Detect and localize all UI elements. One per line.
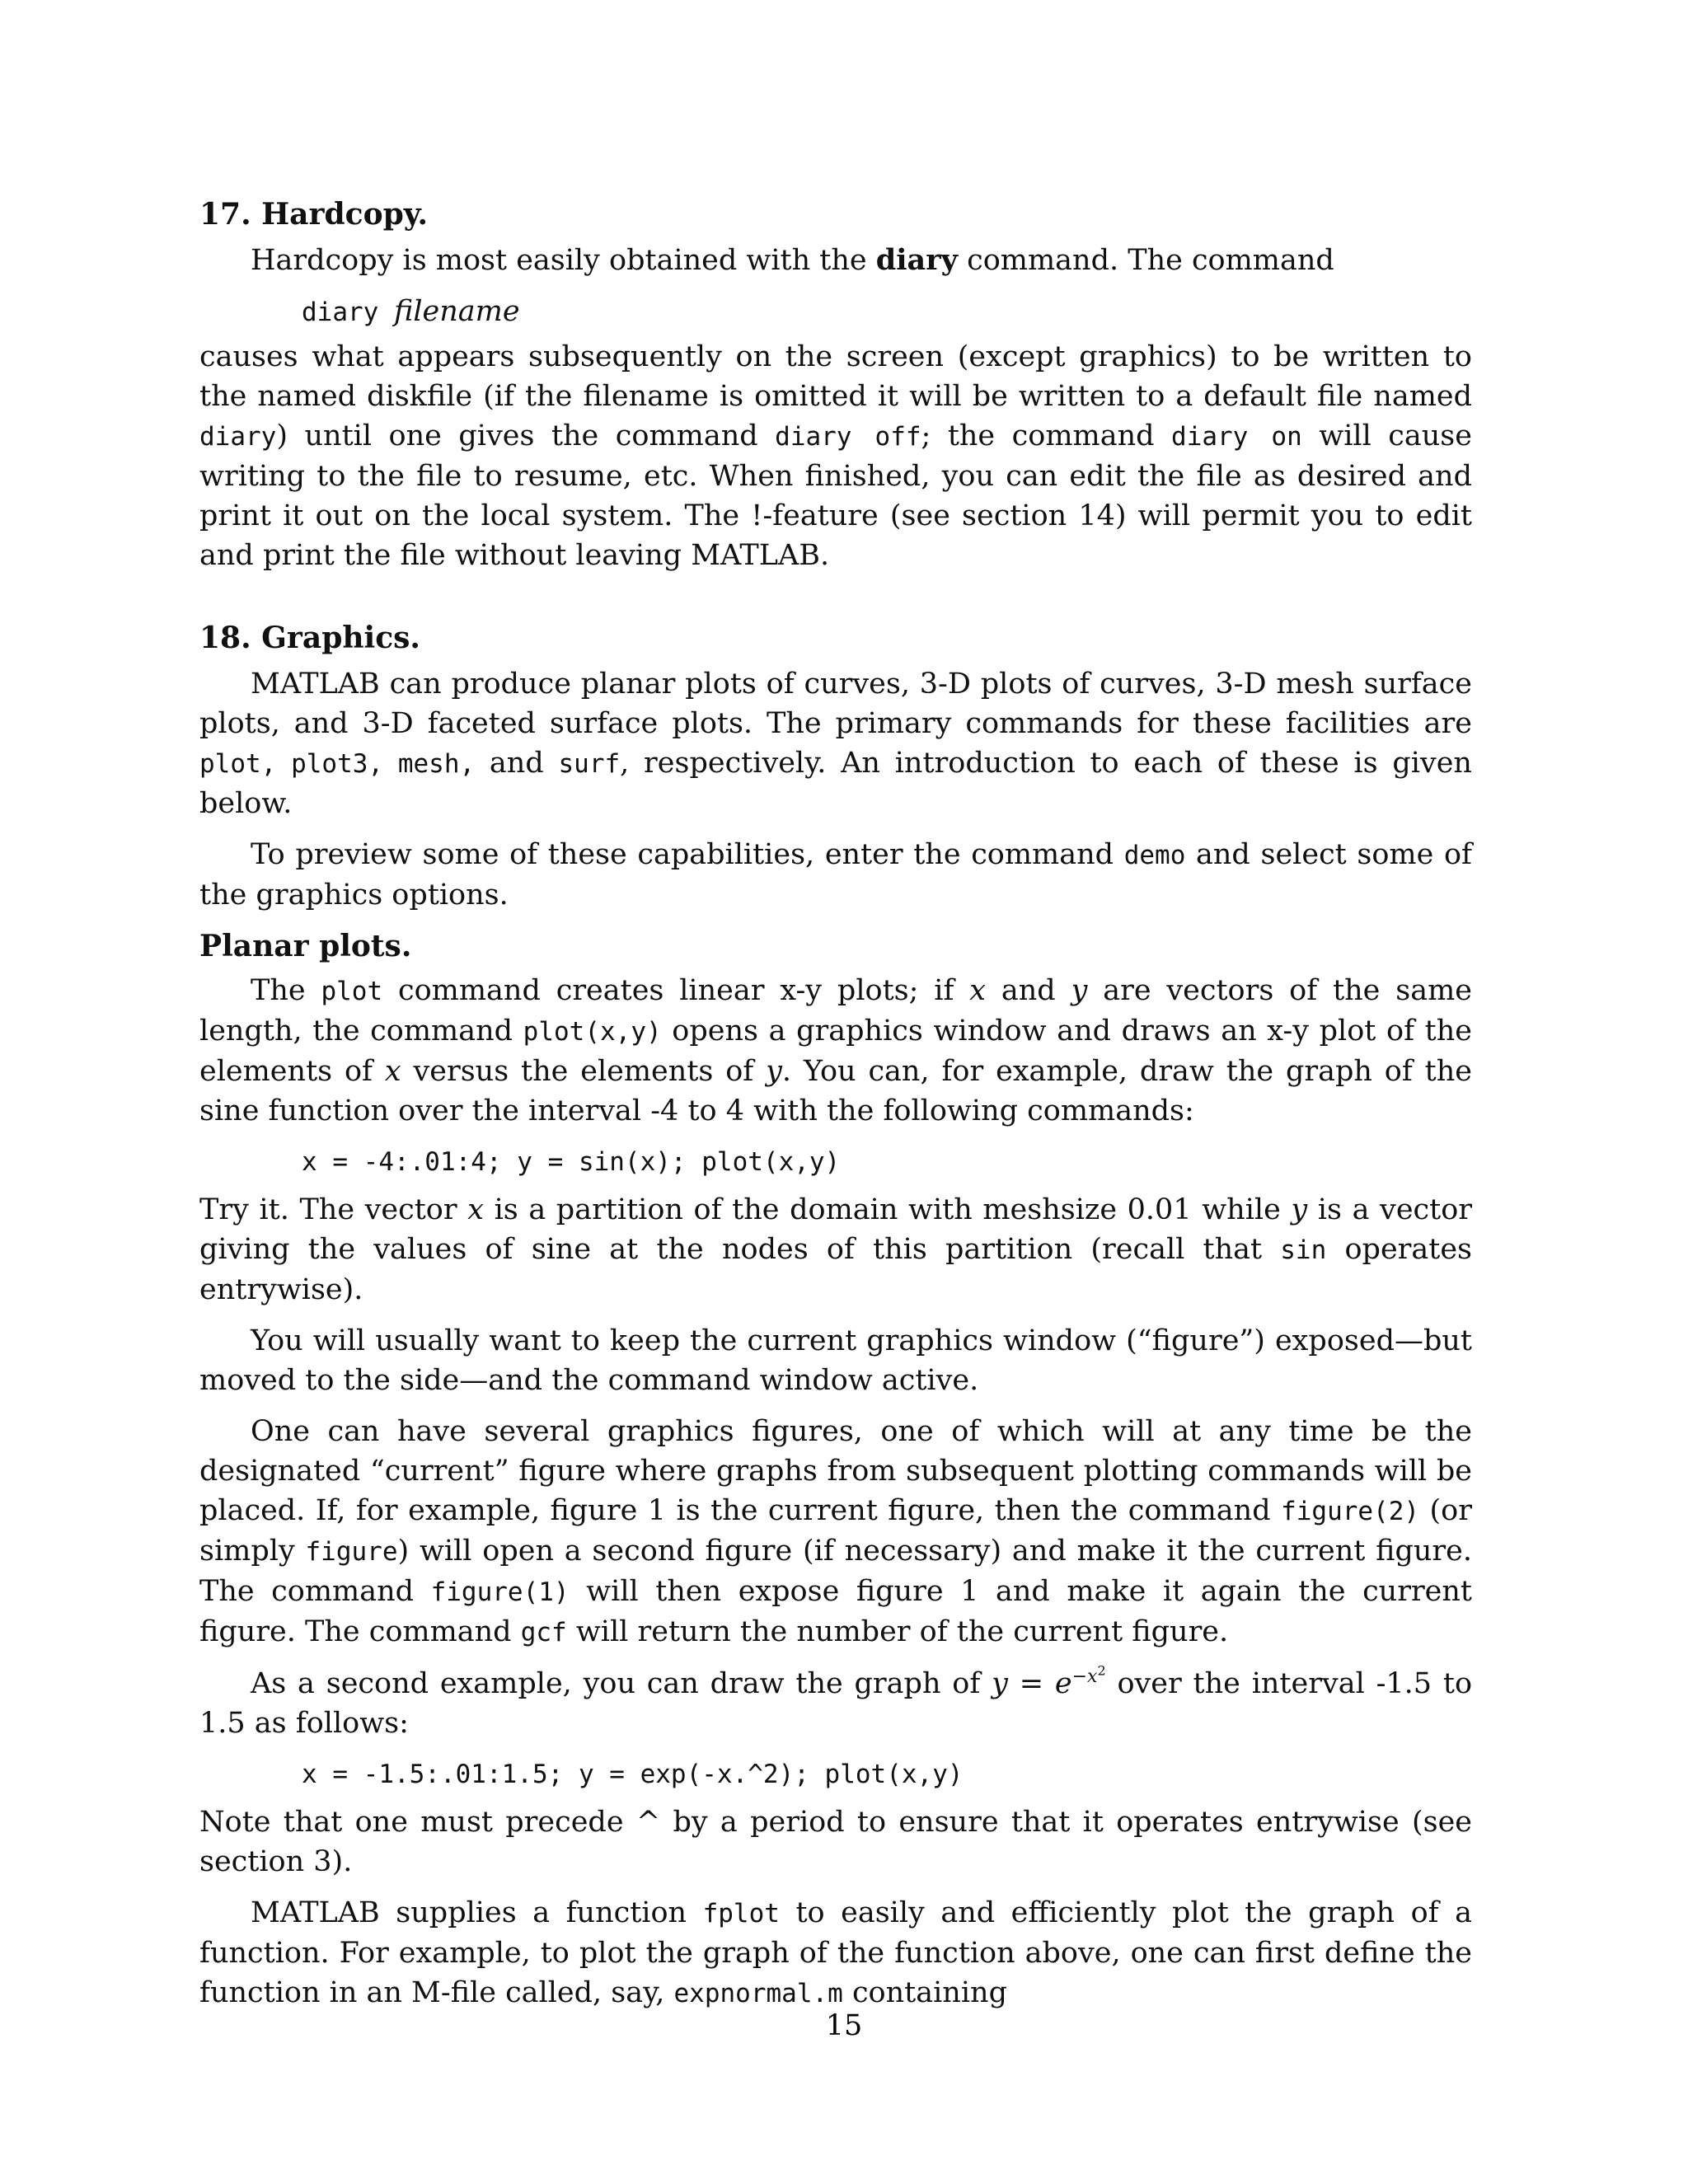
paragraph-hardcopy-body bbox=[199, 337, 1472, 575]
inline-code: gcf bbox=[520, 1618, 567, 1647]
text: and bbox=[986, 974, 1071, 1007]
text: command creates linear x-y plots; if bbox=[382, 974, 970, 1007]
italic-filename: filename bbox=[393, 295, 520, 328]
text: . You can, for example, draw the graph of the sine function over the interval -4 to 4 with the following commands: bbox=[199, 1055, 1472, 1127]
math-var: x bbox=[384, 1055, 401, 1088]
text: ) until one gives the command bbox=[276, 419, 776, 452]
text: ; the command bbox=[921, 419, 1172, 452]
document-page bbox=[199, 194, 1472, 2025]
math-var: y bbox=[766, 1055, 782, 1088]
inline-code: surf bbox=[558, 749, 621, 779]
text: The bbox=[251, 974, 321, 1007]
text: Note that one must precede bbox=[199, 1806, 636, 1839]
page-number: 15 bbox=[825, 2009, 863, 2042]
section-heading-graphics: 18. Graphics. bbox=[199, 621, 420, 655]
text: and select some of the graphics options. bbox=[199, 838, 1472, 912]
math-exponent-base: −x bbox=[1071, 1666, 1098, 1688]
text: command. The command bbox=[957, 244, 1334, 277]
subsection-heading-planar-plots: Planar plots. bbox=[199, 929, 412, 963]
bold-term-diary: diary bbox=[875, 243, 958, 277]
paragraph-graphics-intro bbox=[199, 664, 1472, 823]
text: (or simply bbox=[199, 1494, 1472, 1568]
text: and bbox=[475, 747, 559, 780]
text: MATLAB supplies a function bbox=[251, 1896, 703, 1929]
math-var: y bbox=[1291, 1193, 1308, 1226]
text: Hardcopy is most easily obtained with the bbox=[251, 244, 876, 277]
inline-code: sin bbox=[1280, 1235, 1327, 1265]
text: opens a graphics window and draws an x-y plot of the elements of bbox=[199, 1015, 1472, 1088]
inline-code: fplot bbox=[702, 1899, 780, 1929]
math-var: x bbox=[969, 974, 987, 1007]
math-var: e bbox=[1054, 1667, 1072, 1700]
paragraph-plot-intro bbox=[199, 971, 1472, 1131]
text: As a second example, you can draw the graph of bbox=[251, 1667, 992, 1700]
inline-code: mesh, bbox=[397, 749, 476, 779]
code-diary: diary bbox=[302, 298, 394, 327]
text: will then expose figure 1 and make it again the current figure. The command bbox=[199, 1575, 1472, 1648]
text: Try it. The vector bbox=[199, 1193, 468, 1226]
text: ) will open a second figure (if necessary) and make it the current figure. The command bbox=[199, 1535, 1473, 1608]
math-var: y bbox=[1071, 974, 1088, 1007]
text: to easily and efficiently plot the graph of a function. For example, to plot the graph of the function above, one can first define the function in an M-file called, say, bbox=[199, 1896, 1472, 2009]
inline-code: expnormal.m bbox=[673, 1979, 843, 2008]
text: containing bbox=[842, 1976, 1007, 2009]
text: causes what appears subsequently on the screen (except graphics) to be written to the named diskfile (if the filename is omitted it will be written to a default file named bbox=[199, 340, 1472, 413]
text: are vectors of the same length, the command bbox=[199, 974, 1472, 1047]
text: is a vector giving the values of sine at the nodes of this partition (recall that bbox=[199, 1193, 1472, 1266]
text: MATLAB can produce planar plots of curves, 3-D plots of curves, 3-D mesh surface plots, and 3-D faceted surface plots. The primary commands for these facilities are bbox=[199, 668, 1472, 740]
math-var: y bbox=[992, 1667, 1008, 1700]
inline-code: demo bbox=[1123, 841, 1186, 870]
math-exponent bbox=[1071, 1663, 1106, 1688]
inline-code: figure(2) bbox=[1281, 1497, 1420, 1526]
text: versus the elements of bbox=[401, 1055, 767, 1088]
text: by a period to ensure that it operates entrywise (see section 3). bbox=[199, 1806, 1472, 1878]
inline-code: plot(x,y) bbox=[523, 1017, 662, 1047]
code-block-sine-plot: x = -4:.01:4; y = sin(x); plot(x,y) bbox=[302, 1147, 841, 1177]
inline-code: diary on bbox=[1171, 422, 1302, 452]
text: will cause writing to the file to resume, etc. When finished, you can edit the file as desired and print it out on the local system. The !-feature (see section 14) will permit you to edit and print the file without leaving MATLAB. bbox=[199, 419, 1472, 572]
paragraph-second-example bbox=[199, 1664, 1472, 1743]
command-example-diary bbox=[302, 292, 1472, 332]
section-heading-hardcopy: 17. Hardcopy. bbox=[199, 197, 429, 232]
math-var: x bbox=[467, 1193, 484, 1226]
paragraph-multiple-figures bbox=[199, 1412, 1472, 1652]
inline-code: plot, bbox=[199, 749, 277, 779]
text: To preview some of these capabilities, enter the command bbox=[251, 838, 1124, 871]
inline-code: plot bbox=[321, 977, 383, 1006]
code-block-exp-plot: x = -1.5:.01:1.5; y = exp(-x.^2); plot(x,y) bbox=[302, 1760, 964, 1789]
inline-code: plot3, bbox=[291, 749, 384, 779]
math-operator: = bbox=[1007, 1667, 1055, 1700]
text: over the interval -1.5 to 1.5 as follows: bbox=[199, 1667, 1473, 1740]
text: , respectively. An introduction to each of these is given below. bbox=[199, 747, 1472, 820]
paragraph-graphics-demo bbox=[199, 835, 1472, 915]
paragraph-fplot bbox=[199, 1893, 1472, 2013]
text: is a partition of the domain with meshsize 0.01 while bbox=[483, 1193, 1292, 1226]
text: will return the number of the current figure. bbox=[566, 1615, 1229, 1648]
caret-symbol: ^ bbox=[635, 1806, 661, 1839]
paragraph-hardcopy-intro bbox=[199, 241, 1472, 280]
paragraph-figure-window: You will usually want to keep the current graphics window (“figure”) exposed—but moved to the side—and the command window active. bbox=[199, 1324, 1472, 1397]
paragraph-try-it bbox=[199, 1190, 1472, 1310]
inline-code: figure(1) bbox=[430, 1577, 570, 1607]
inline-code: figure bbox=[305, 1537, 398, 1567]
math-exponent-power: 2 bbox=[1097, 1663, 1106, 1680]
text: operates entrywise). bbox=[199, 1233, 1472, 1306]
inline-code: diary bbox=[199, 422, 277, 452]
text: One can have several graphics figures, one of which will at any time be the designated “current” figure where graphs from subsequent plotting commands will be placed. If, for example, figure 1 is the current figure, then the command bbox=[199, 1415, 1472, 1527]
paragraph-caret-note bbox=[199, 1802, 1472, 1882]
inline-code: diary off bbox=[775, 422, 921, 452]
